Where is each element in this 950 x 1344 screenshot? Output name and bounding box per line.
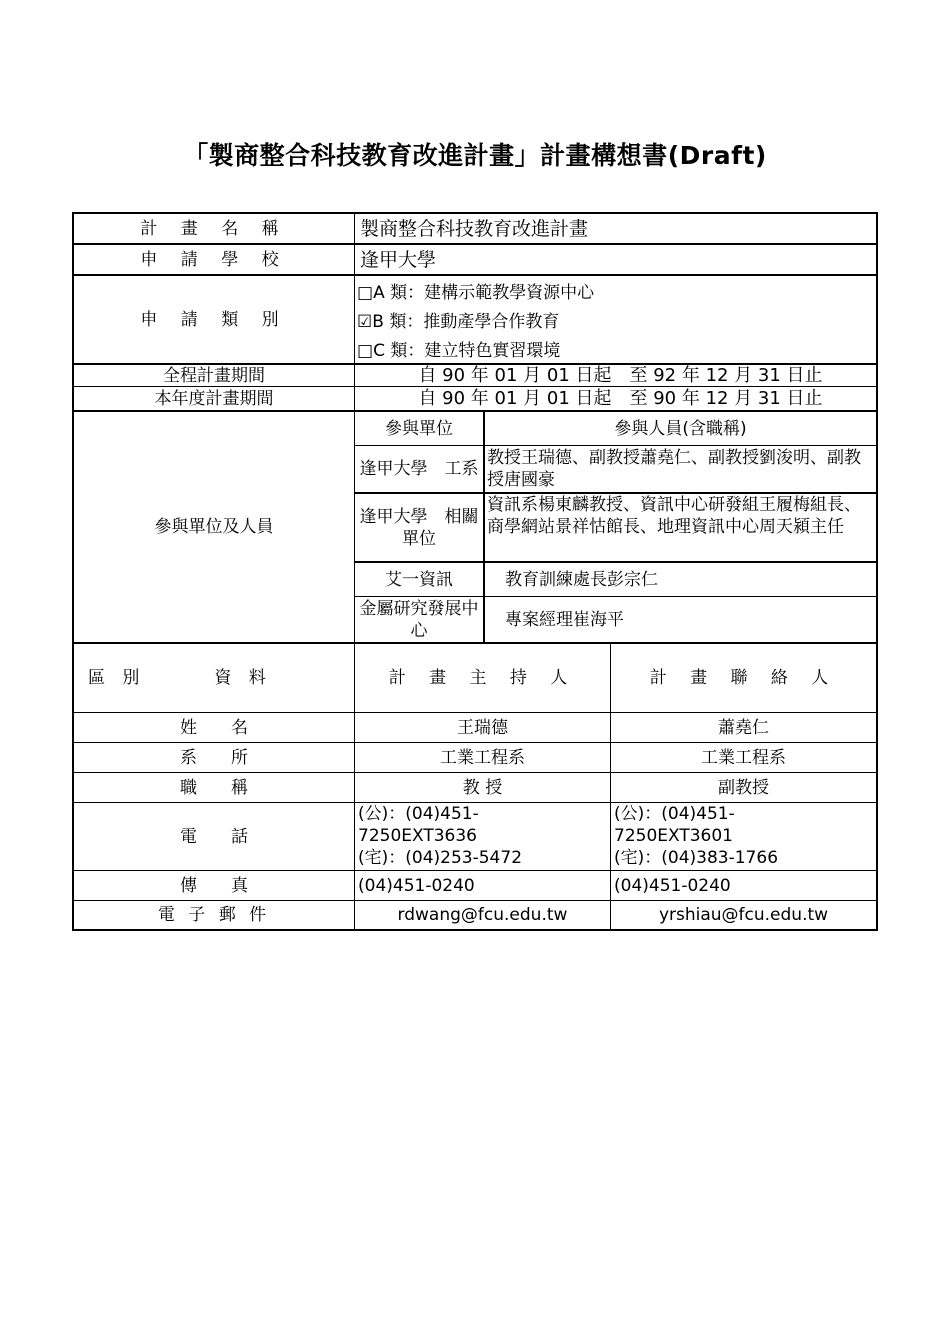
- contact-header-host: 計 畫 主 持 人: [388, 668, 577, 688]
- host-phone-office: (公)：(04)451-: [358, 804, 479, 824]
- unit-header: 參與單位: [385, 418, 453, 439]
- liaison-department: 工業工程系: [701, 747, 786, 768]
- people-cell: 教育訓練處長彭宗仁: [505, 569, 658, 590]
- liaison-email-link[interactable]: yrshiau@fcu.edu.tw: [658, 905, 829, 925]
- school-label: 申 請 學 校: [140, 250, 288, 270]
- liaison-name: 蕭堯仁: [718, 717, 769, 738]
- host-phone-home: (宅)：(04)253-5472: [358, 848, 523, 868]
- people-cell: 資訊系楊東麟教授、資訊中心研發組王履梅組長、商學網站景祥怙館長、地理資訊中心周天潁主任: [487, 495, 861, 537]
- fax-label: 傳 真: [180, 875, 248, 896]
- table-border-right: [876, 212, 878, 931]
- host-title: 教 授: [462, 777, 503, 798]
- title-draft: (Draft): [667, 141, 767, 170]
- host-phone[interactable]: [358, 803, 610, 870]
- category-option-text: C 類：建立特色實習環境: [373, 341, 561, 361]
- table-border-bottom: [72, 929, 878, 931]
- school-value: 逢甲大學: [360, 249, 437, 271]
- category-option-c[interactable]: [357, 340, 876, 362]
- liaison-title: 副教授: [718, 777, 769, 798]
- people-cell: 教授王瑞德、副教授蕭堯仁、副教授劉浚明、副教授唐國豪: [487, 448, 861, 490]
- participants-label: 參與單位及人員: [154, 517, 274, 537]
- host-name: 王瑞德: [457, 717, 508, 738]
- title-label: 職 稱: [180, 777, 248, 798]
- host-department: 工業工程系: [440, 747, 525, 768]
- people-header: 參與人員(含職稱): [614, 418, 747, 439]
- category-option-b[interactable]: [357, 311, 876, 333]
- plan-name-value: 製商整合科技教育改進計畫: [360, 218, 589, 240]
- checkbox-icon[interactable]: □: [357, 341, 374, 361]
- unit-cell: 艾一資訊: [385, 569, 453, 590]
- liaison-phone-home: (宅)：(04)383-1766: [614, 848, 779, 868]
- full-period-label: 全程計畫期間: [163, 366, 265, 386]
- full-period-value: 自 90 年 01 月 01 日起 至 92 年 12 月 31 日止: [418, 365, 823, 386]
- department-label: 系 所: [180, 747, 248, 768]
- checkbox-icon[interactable]: □: [357, 283, 374, 303]
- document-title: [0, 136, 950, 172]
- name-label: 姓 名: [180, 717, 248, 738]
- contact-header-liaison: 計 畫 聯 絡 人: [649, 668, 838, 688]
- checked-checkbox-icon[interactable]: ☑: [357, 312, 373, 332]
- email-label: 電 子 郵 件: [157, 905, 271, 925]
- liaison-phone[interactable]: [614, 803, 876, 870]
- host-phone-office-ext: 7250EXT3636: [358, 826, 477, 846]
- unit-cell: 逢甲大學 工系: [359, 459, 479, 479]
- people-cell: 專案經理崔海平: [505, 609, 624, 630]
- category-label: 申 請 類 別: [140, 310, 288, 330]
- year-period-label: 本年度計畫期間: [154, 388, 274, 409]
- phone-label: 電 話: [180, 826, 248, 847]
- year-period-value: 自 90 年 01 月 01 日起 至 90 年 12 月 31 日止: [418, 387, 823, 409]
- category-option-text: B 類：推動產學合作教育: [372, 312, 560, 332]
- liaison-phone-office: (公)：(04)451-: [614, 804, 735, 824]
- contact-header-label: 區 別 資 料: [88, 668, 272, 688]
- plan-name-label: 計 畫 名 稱: [140, 219, 288, 239]
- liaison-fax: (04)451-0240: [614, 875, 731, 896]
- category-option-text: A 類：建構示範教學資源中心: [373, 283, 595, 303]
- unit-cell: 金屬研究發展中心: [359, 598, 479, 641]
- host-email-link[interactable]: rdwang@fcu.edu.tw: [397, 905, 568, 925]
- liaison-phone-office-ext: 7250EXT3601: [614, 826, 733, 846]
- title-main: 「製商整合科技教育改進計畫」計畫構想書: [183, 141, 668, 170]
- category-options: [357, 282, 876, 364]
- unit-cell: 逢甲大學 相關單位: [359, 506, 479, 549]
- category-option-a[interactable]: [357, 282, 876, 304]
- host-fax: (04)451-0240: [358, 875, 475, 896]
